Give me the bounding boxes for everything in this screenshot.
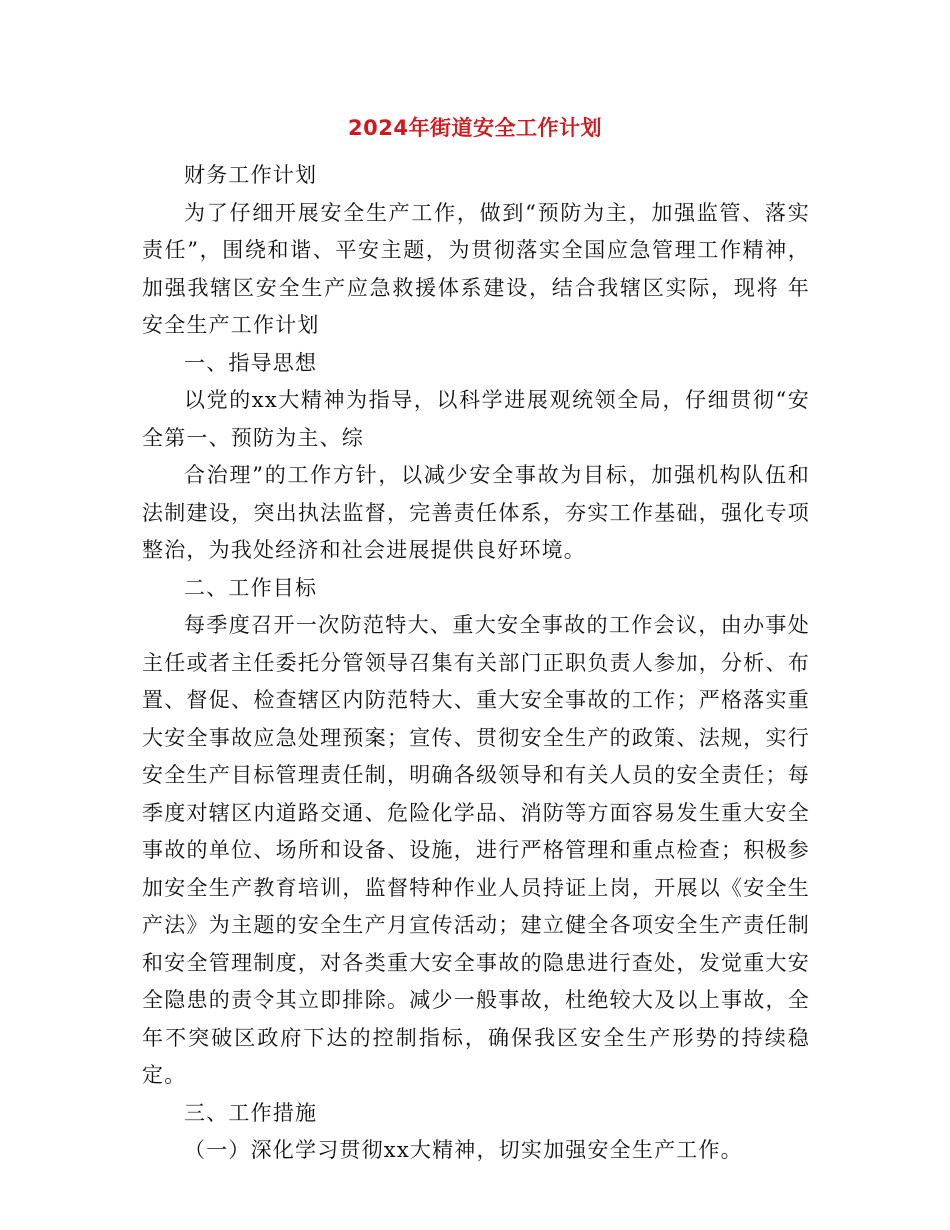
- paragraph-intro: 为了仔细开展安全生产工作，做到“预防为主，加强监管、落实责任”，围绕和谐、平安主题，为贯彻落实全国应急管理工作精神，加强我辖区安全生产应急救援体系建设，结合我辖区实际，现将 年安全生产工作计划: [142, 200, 810, 337]
- document-body: [142, 157, 810, 1170]
- section-heading-work-goals: 二、工作目标: [184, 575, 318, 600]
- document-title: 2024年街道安全工作计划: [348, 116, 602, 140]
- paragraph-guiding-thought-2: 合治理”的工作方针，以减少安全事故为目标，加强机构队伍和法制建设，突出执法监督，完善责任体系，夯实工作基础，强化专项整治，为我处经济和社会进展提供良好环境。: [142, 463, 810, 562]
- paragraph-subtitle: 财务工作计划: [184, 163, 318, 187]
- paragraph-guiding-thought-1: 以党的xx大精神为指导，以科学进展观统领全局，仔细贯彻“安全第一、预防为主、综: [142, 388, 810, 450]
- section-heading-guiding-thought: 一、指导思想: [184, 350, 318, 375]
- section-heading-work-measures: 三、工作措施: [184, 1100, 318, 1125]
- paragraph-measure-1: （一）深化学习贯彻xx大精神，切实加强安全生产工作。: [184, 1138, 743, 1162]
- paragraph-work-goals: 每季度召开一次防范特大、重大安全事故的工作会议，由办事处主任或者主任委托分管领导召集有关部门正职负责人参加，分析、布置、督促、检查辖区内防范特大、重大安全事故的工作；严格落实重大安全事故应急处理预案；宣传、贯彻安全生产的政策、法规，实行安全生产目标管理责任制，明确各级领导和有关人员的安全责任；每季度对辖区内道路交通、危险化学品、消防等方面容易发生重大安全事故的单位、场所和设备、设施，进行严格管理和重点检查；积极参加安全生产教育培训，监督特种作业人员持证上岗，开展以《安全生产法》为主题的安全生产月宣传活动；建立健全各项安全生产责任制和安全管理制度，对各类重大安全事故的隐患进行查处，发觉重大安全隐患的责令其立即排除。减少一般事故，杜绝较大及以上事故，全年不突破区政府下达的控制指标，确保我区安全生产形势的持续稳定。: [142, 613, 810, 1087]
